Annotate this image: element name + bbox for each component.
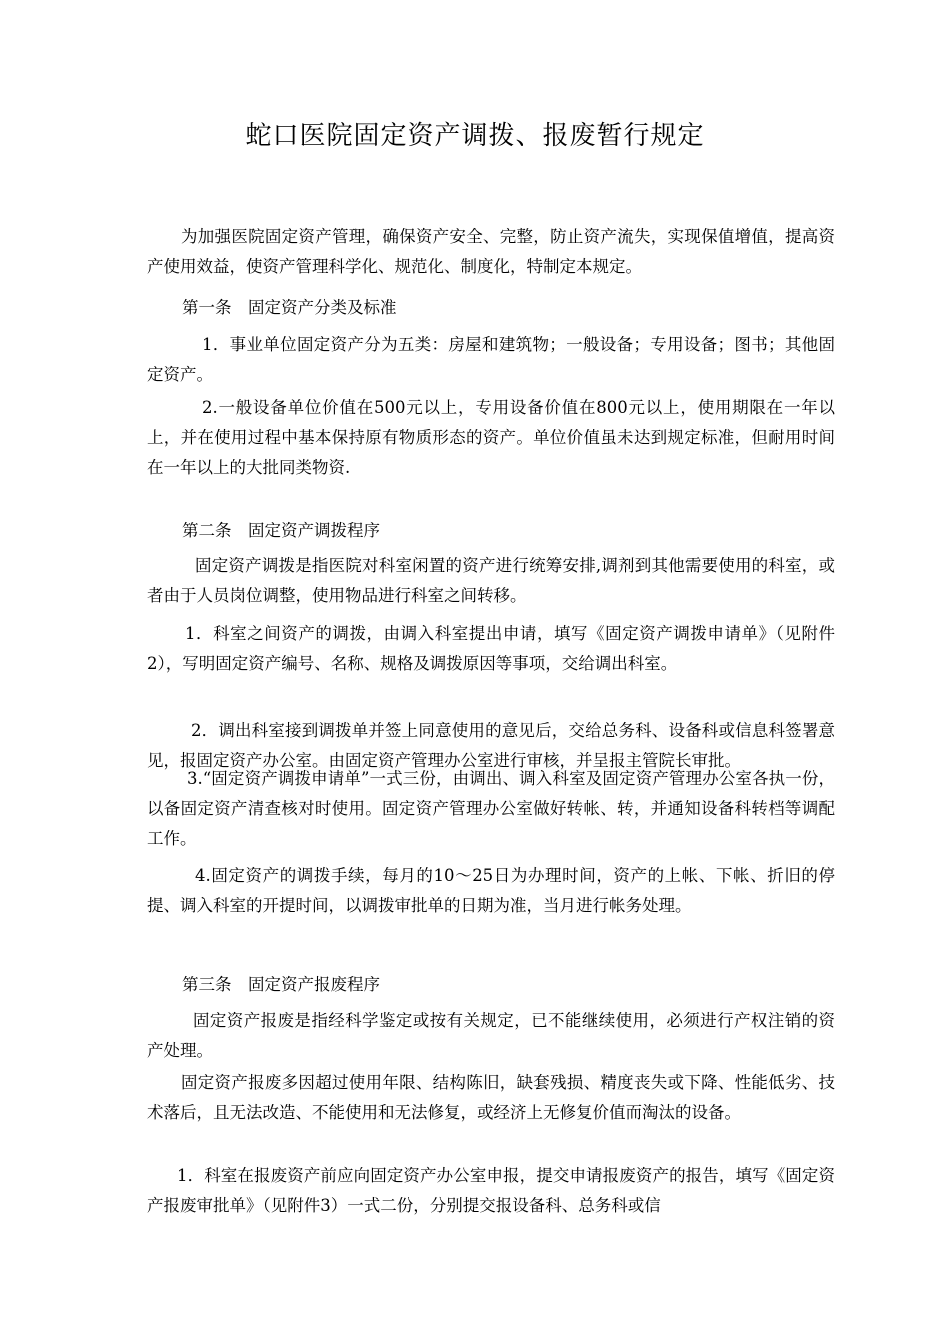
intro-paragraph: 为加强医院固定资产管理，确保资产安全、完整，防止资产流失，实现保值增值，提高资产使用效益，使资产管理科学化、规范化、制度化，特制定本规定。 [147, 227, 835, 276]
article-1-heading: 第一条 固定资产分类及标准 [182, 298, 397, 317]
article-1-item-1: 1．事业单位固定资产分为五类：房屋和建筑物；一般设备；专用设备；图书；其他固定资产。 [147, 335, 835, 384]
article-2-heading: 第二条 固定资产调拨程序 [182, 521, 380, 540]
article-3-item-1: 1．科室在报废资产前应向固定资产办公室申报，提交申请报废资产的报告，填写《固定资产报废审批单》（见附件3）一式二份，分别提交报设备科、总务科或信 [147, 1166, 835, 1215]
article-3-reasons: 固定资产报废多因超过使用年限、结构陈旧，缺套残损、精度丧失或下降、性能低劣、技术落后，且无法改造、不能使用和无法修复，或经济上无修复价值而淘汰的设备。 [147, 1073, 835, 1122]
article-2-item-4: 4.固定资产的调拨手续，每月的10～25日为办理时间，资产的上帐、下帐、折旧的停提、调入科室的开提时间，以调拨审批单的日期为准，当月进行帐务处理。 [147, 866, 835, 915]
document-title: 蛇口医院固定资产调拨、报废暂行规定 [245, 121, 705, 151]
article-3-description: 固定资产报废是指经科学鉴定或按有关规定，已不能继续使用，必须进行产权注销的资产处理。 [147, 1011, 835, 1060]
article-2-description: 固定资产调拨是指医院对科室闲置的资产进行统筹安排,调剂到其他需要使用的科室，或者由于人员岗位调整，使用物品进行科室之间转移。 [147, 556, 835, 605]
article-1-item-2: 2.一般设备单位价值在500元以上，专用设备价值在800元以上，使用期限在一年以上，并在使用过程中基本保持原有物质形态的资产。单位价值虽未达到规定标准，但耐用时间在一年以上的大批同类物资. [147, 398, 835, 477]
article-2-item-3: 3.“固定资产调拨申请单”一式三份，由调出、调入科室及固定资产管理办公室各执一份，以备固定资产清查核对时使用。固定资产管理办公室做好转帐、转，并通知设备科转档等调配工作。 [147, 769, 835, 848]
article-3-heading: 第三条 固定资产报废程序 [182, 975, 380, 994]
article-2-item-1: 1．科室之间资产的调拨，由调入科室提出申请，填写《固定资产调拨申请单》（见附件2），写明固定资产编号、名称、规格及调拨原因等事项，交给调出科室。 [147, 624, 835, 673]
article-2-item-2: 2．调出科室接到调拨单并签上同意使用的意见后，交给总务科、设备科或信息科签署意见，报固定资产办公室。由固定资产管理办公室进行审核，并呈报主管院长审批。 [147, 721, 835, 770]
